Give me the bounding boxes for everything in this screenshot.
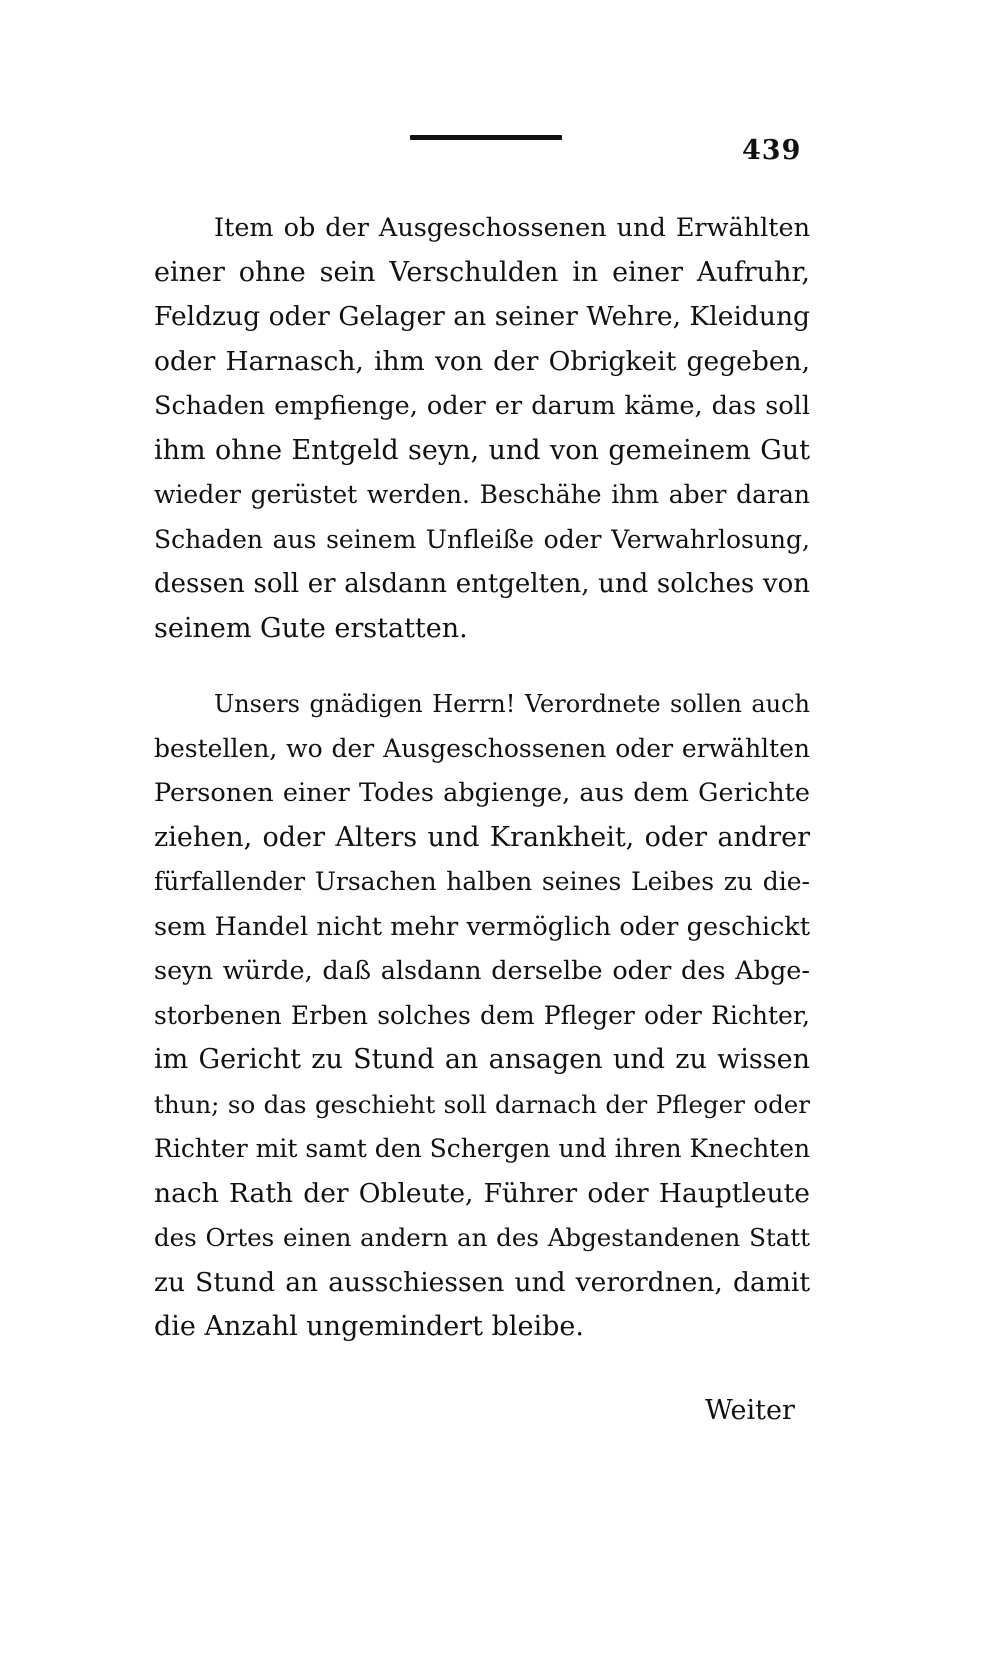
- header-rule: [410, 135, 562, 140]
- text-line: einer ohne sein Verschulden in einer Aufruhr,: [154, 256, 810, 288]
- paragraph-1: [154, 206, 810, 651]
- text-line: sem Handel nicht mehr vermöglich oder geschickt: [154, 911, 810, 942]
- text-line: fürfallender Ursachen halben seines Leibes zu die-: [154, 867, 810, 896]
- text-line: Schaden empfienge, oder er darum käme, das soll: [154, 391, 810, 421]
- text-line: im Gericht zu Stund an ansagen und zu wissen: [154, 1044, 810, 1075]
- catchword: Weiter: [705, 1395, 795, 1426]
- text-line: nach Rath der Obleute, Führer oder Hauptleute: [154, 1177, 810, 1209]
- page-number: 439: [742, 135, 802, 166]
- text-line: zu Stund an ausschiessen und verordnen, damit: [154, 1266, 810, 1298]
- text-line: storbenen Erben solches dem Pfleger oder Richter,: [154, 1000, 810, 1030]
- paragraph-2: [154, 682, 810, 1350]
- text-line: Richter mit samt den Schergen und ihren Knechten: [154, 1134, 811, 1163]
- text-line: ihm ohne Entgeld seyn, und von gemeinem Gut: [154, 434, 810, 466]
- text-line: thun; so das geschieht soll darnach der Pfleger oder: [154, 1089, 810, 1119]
- text-line: Personen einer Todes abgienge, aus dem Gerichte: [154, 778, 810, 808]
- text-line: dessen soll er alsdann entgelten, und solches von: [154, 569, 810, 599]
- text-line: seinem Gute erstatten.: [154, 612, 468, 644]
- text-line: bestellen, wo der Ausgeschossenen oder erwählten: [154, 733, 810, 763]
- text-line: ziehen, oder Alters und Krankheit, oder andrer: [154, 821, 810, 853]
- text-line: Item ob der Ausgeschossenen und Erwählten: [214, 213, 810, 243]
- text-line: seyn würde, daß alsdann derselbe oder des Abge-: [154, 956, 810, 986]
- text-line: wieder gerüstet werden. Beschähe ihm aber daran: [154, 480, 810, 509]
- text-line: Schaden aus seinem Unfleiße oder Verwahrlosung,: [154, 524, 810, 554]
- text-line: Unsers gnädigen Herrn! Verordnete sollen auch: [214, 690, 810, 718]
- text-line: des Ortes einen andern an des Abgestandenen Statt: [154, 1223, 810, 1252]
- text-line: Feldzug oder Gelager an seiner Wehre, Kleidung: [154, 301, 810, 332]
- text-line: oder Harnasch, ihm von der Obrigkeit gegeben,: [154, 345, 810, 377]
- text-line: die Anzahl ungemindert bleibe.: [154, 1311, 584, 1342]
